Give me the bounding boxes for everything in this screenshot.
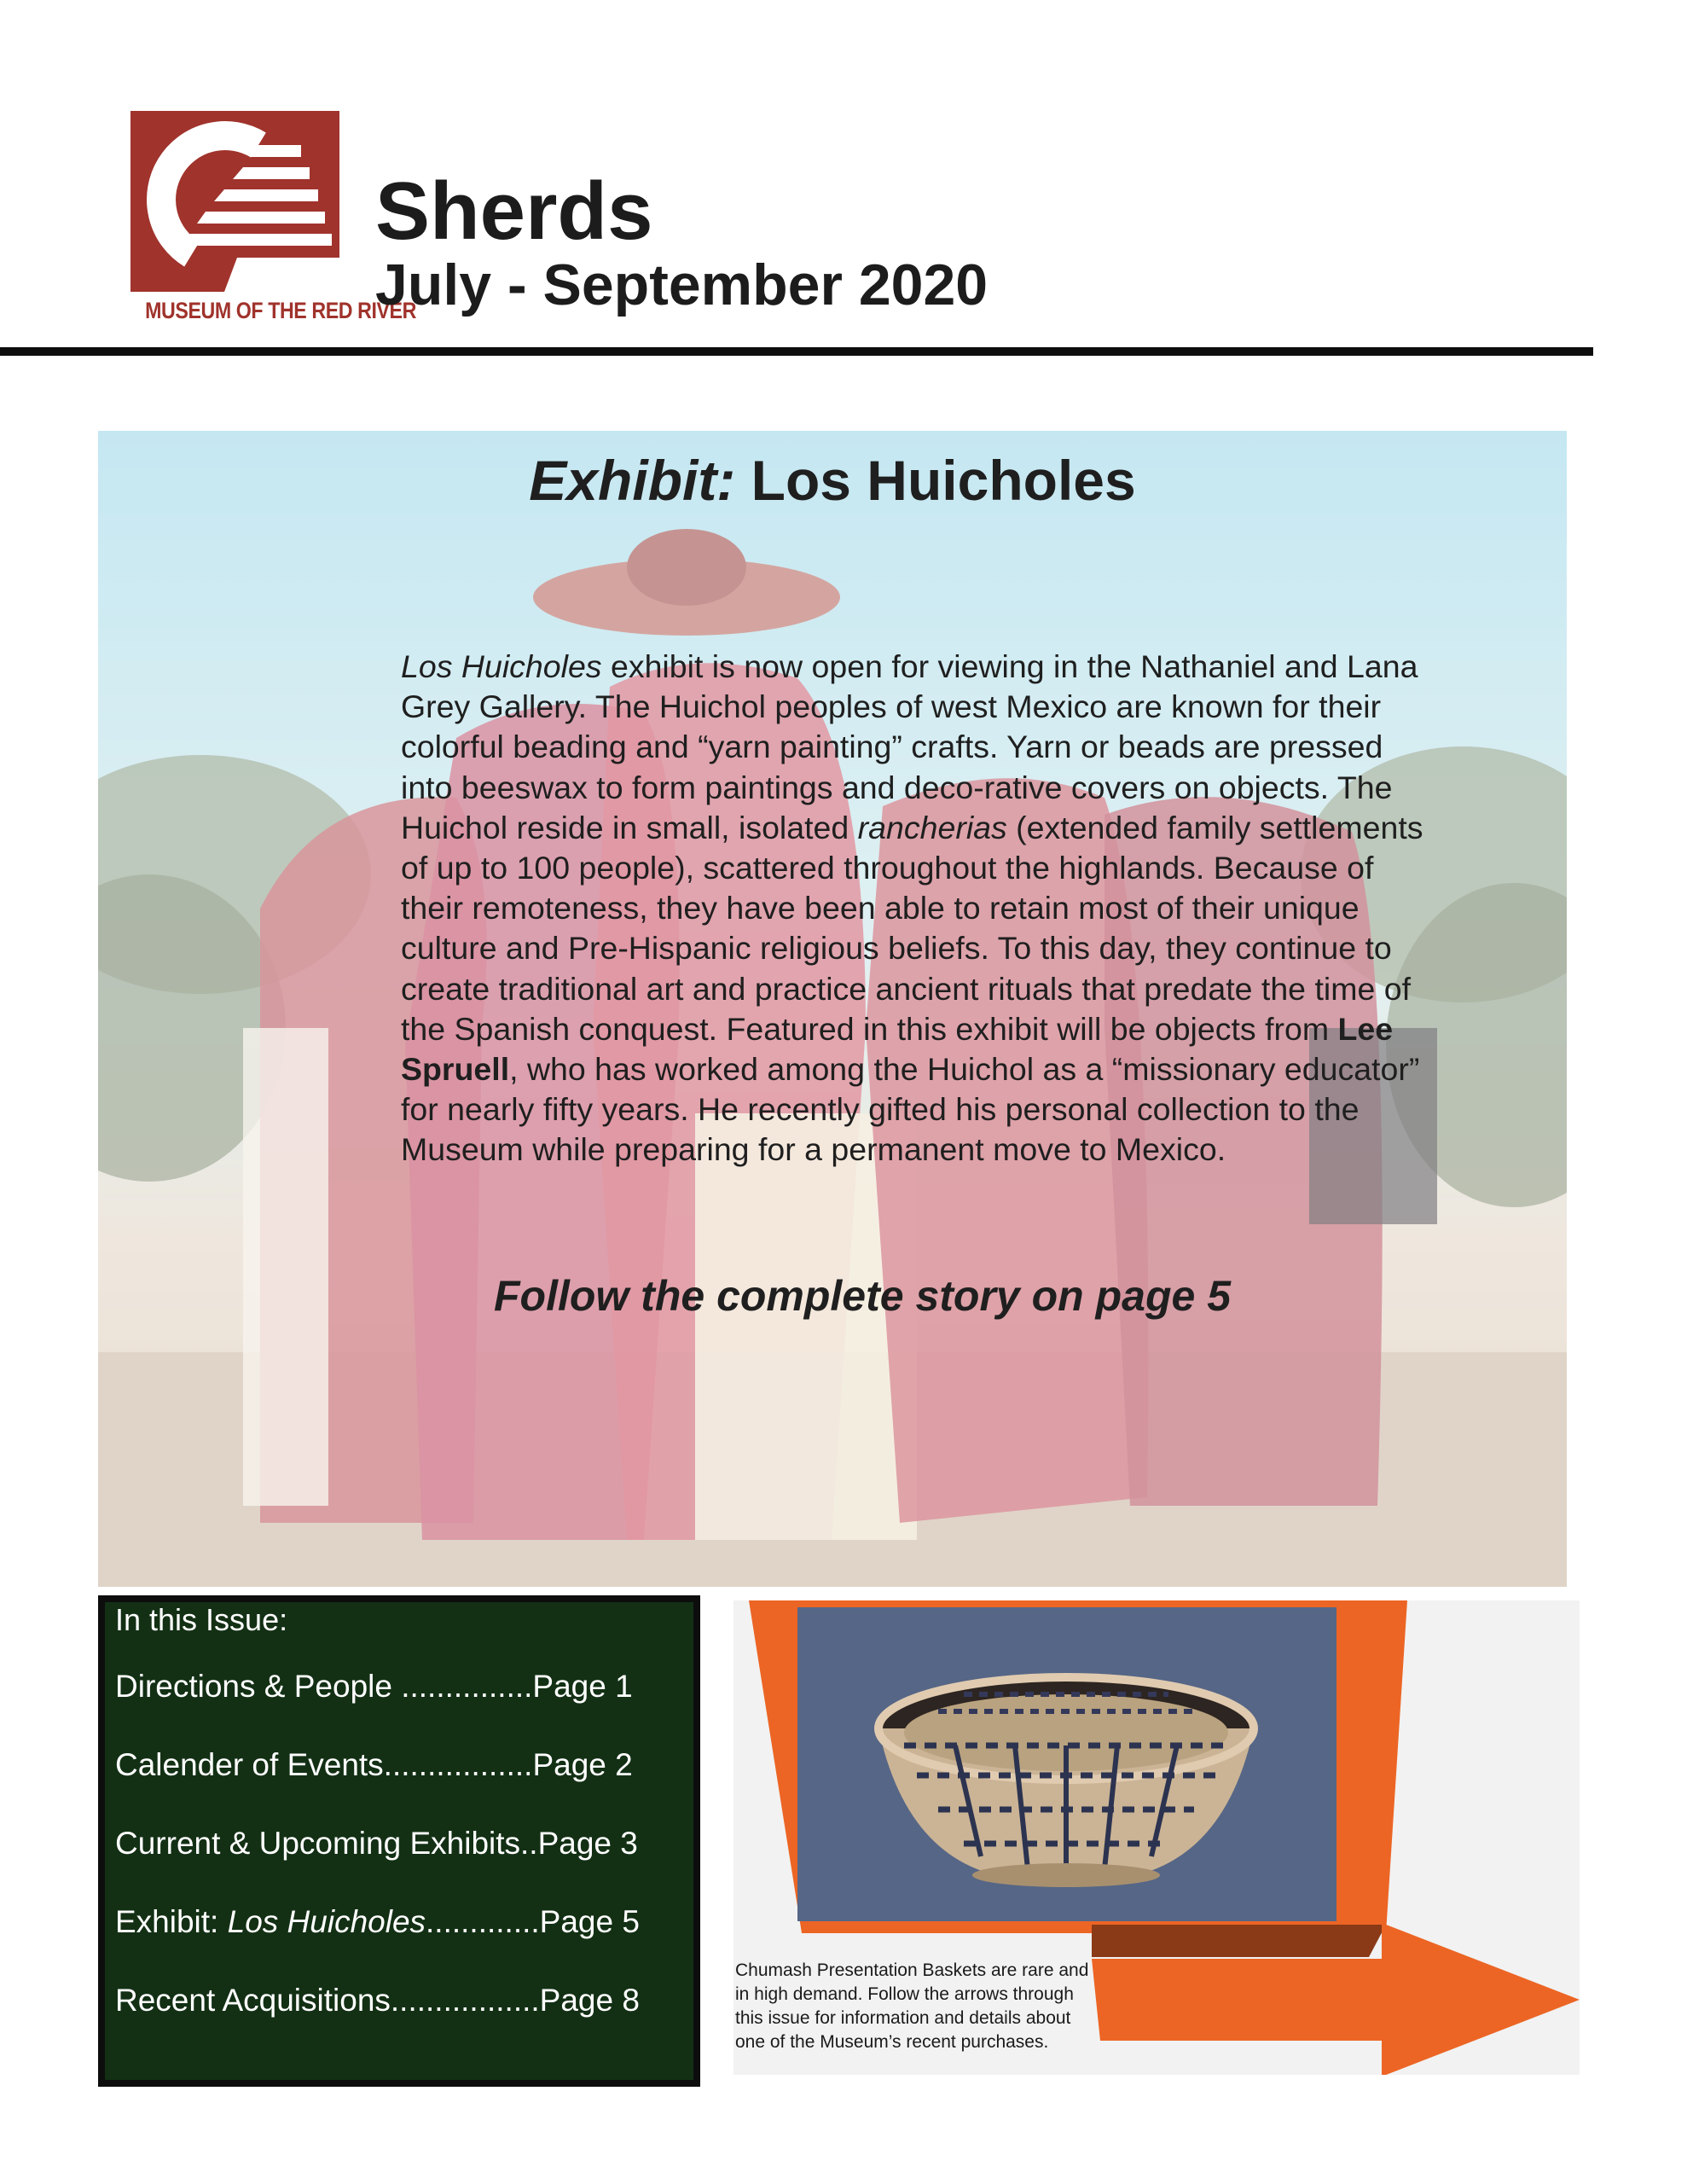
- toc-page: Page 2: [532, 1747, 633, 1782]
- toc-label: Calender of Events.................: [115, 1747, 533, 1782]
- basket-promo: [733, 1600, 1580, 2075]
- toc-page: Page 3: [537, 1826, 638, 1861]
- header-divider: [0, 347, 1593, 356]
- feature-exhibit-panel: [98, 431, 1567, 1587]
- exhibit-name: Los Huicholes: [401, 648, 602, 684]
- feature-continue-link[interactable]: Follow the complete story on page 5: [493, 1272, 1231, 1320]
- rancherias-term: rancherias: [857, 809, 1007, 845]
- toc-item-acquisitions[interactable]: [115, 1983, 640, 2018]
- toc-label: Recent Acquisitions.................: [115, 1983, 540, 2018]
- logo-mark: [130, 111, 339, 292]
- toc-panel: [105, 1602, 693, 2080]
- toc-title: In this Issue:: [115, 1602, 288, 1637]
- logo-emblem-icon: [130, 111, 339, 292]
- heading-title: Los Huicholes: [751, 449, 1136, 512]
- body-text: , who has worked among the Huichol as a “missionary educator” for nearly fifty years. He recently gifted his personal collection to the Museum while preparing for a permanent move to Mexico.: [401, 1051, 1420, 1168]
- toc-item-directions[interactable]: [115, 1669, 633, 1705]
- feature-heading: [98, 448, 1567, 513]
- toc-item-calendar[interactable]: [115, 1747, 633, 1783]
- toc-page: Page 1: [532, 1669, 633, 1704]
- toc-label: Directions & People ...............: [115, 1669, 533, 1704]
- toc-item-exhibits[interactable]: [115, 1826, 638, 1862]
- toc-label-italic: Los Huicholes: [227, 1904, 426, 1939]
- feature-body-text: [401, 647, 1424, 1170]
- heading-prefix: Exhibit:: [529, 449, 736, 512]
- logo-wordmark: MUSEUM OF THE RED RIVER: [145, 298, 416, 323]
- promo-caption: Chumash Presentation Baskets are rare and in high demand. Follow the arrows through this issue for information and details about one of the Museum’s recent purchases.: [735, 1960, 1089, 2052]
- toc-label: Exhibit:: [115, 1904, 228, 1939]
- toc-leader: .............: [426, 1904, 540, 1939]
- newsletter-title: Sherds: [375, 166, 653, 257]
- issue-date: July - September 2020: [375, 253, 989, 317]
- body-text: (extended family settlements of up to 100 people), scattered throughout the highlands. Because of their remoteness, they have been able to retain most of their unique culture and Pre-Hispanic religious beliefs. To this day, they continue to create traditional art and practice ancient rituals that predate the time of the Spanish conquest. Featured in this exhibit will be objects from: [401, 809, 1423, 1047]
- in-this-issue-box: [98, 1595, 700, 2087]
- museum-logo: [130, 111, 416, 328]
- toc-label: Current & Upcoming Exhibits..: [115, 1826, 538, 1861]
- donor-name: Lee Spruell: [401, 1010, 1394, 1088]
- toc-page: Page 8: [539, 1983, 640, 2018]
- body-text: exhibit is now open for viewing in the Nathaniel and Lana Grey Gallery. The Huichol peoples of west Mexico are known for their colorful beading and “yarn painting” crafts. Yarn or beads are pressed into beeswax to form paintings and deco-rative covers on objects. The Huichol reside in small, isolated: [401, 648, 1418, 845]
- toc-page: Page 5: [539, 1904, 640, 1939]
- toc-item-los-huicholes[interactable]: [115, 1904, 640, 1940]
